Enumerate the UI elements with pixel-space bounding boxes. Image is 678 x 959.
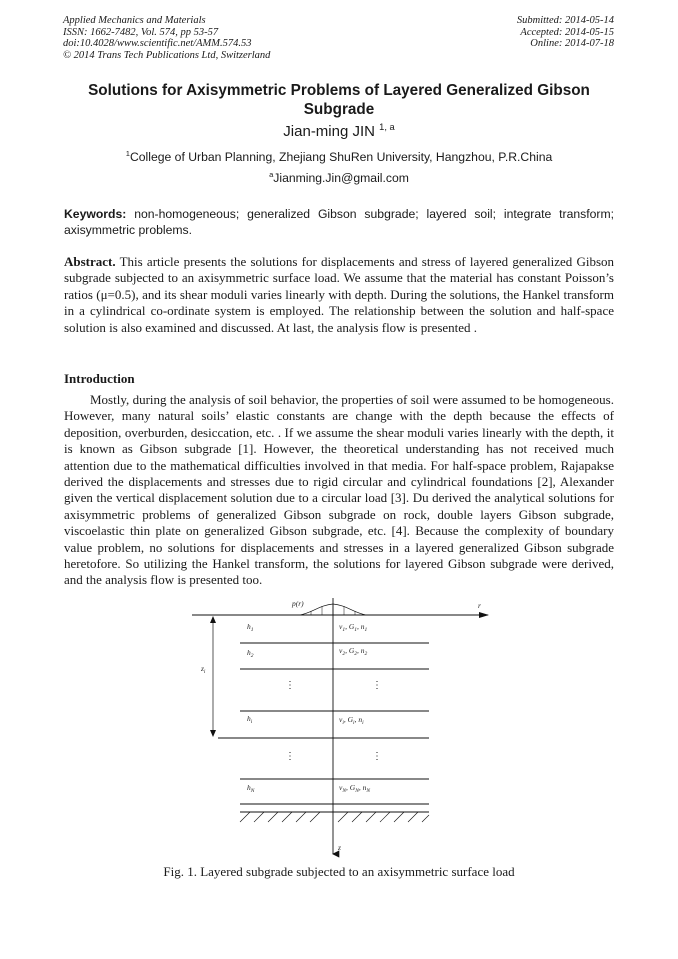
layer-thickness-2: $h_2$	[247, 648, 254, 659]
load-arrows	[311, 604, 355, 615]
affiliation-text: College of Urban Planning, Zhejiang ShuRen University, Hangzhou, P.R.China	[129, 150, 553, 164]
author	[60, 123, 618, 140]
dates-header	[517, 15, 614, 50]
journal-name: Applied Mechanics and Materials	[63, 15, 206, 26]
keywords-text: non-homogeneous; generalized Gibson subgrade; layered soil; integrate transform; axisymmetric problems.	[64, 207, 615, 237]
date-accepted: Accepted: 2014-05-15	[520, 26, 614, 38]
keywords-label: Keywords:	[64, 207, 127, 221]
layer-thickness-1: $h_1$	[247, 622, 254, 633]
date-submitted: Submitted: 2014-05-14	[516, 15, 614, 26]
base-hatching	[240, 812, 429, 822]
layered-subgrade-figure	[188, 596, 498, 864]
abstract	[64, 254, 614, 336]
layer-properties-i: $\nu_i$, $G_i$, $n_i$	[339, 715, 364, 726]
abstract-text: This article presents the solutions for displacements and stress of layered generalized Gibson subgrade subjected to an axisymmetric surface load. We assume that the material has constant Poisson’s ratios (μ=0.5), and its shear moduli varies linearly with depth. During the solutions, the Hankel transform in a cylindrical co-ordinate system is employed. The relationship between the solution and half-space solution is also examined and discussed. At last, the analysis flow is presented .	[64, 254, 614, 335]
journal-header	[63, 15, 270, 61]
layer-properties-n: $\nu_N$, $G_N$, $n_N$	[339, 783, 371, 794]
affiliation	[60, 150, 618, 164]
author-sup: 1, a	[379, 122, 395, 132]
ellipsis-right-upper: ⋮	[372, 680, 382, 691]
journal-copyright: © 2014 Trans Tech Publications Ltd, Switzerland	[63, 49, 271, 61]
keywords	[64, 206, 614, 238]
z-axis-label: z	[338, 843, 341, 852]
layer-interfaces	[218, 643, 429, 804]
layer-properties-1: $\nu_1$, $G_1$, $n_1$	[339, 622, 368, 633]
figure-caption: Fig. 1. Layered subgrade subjected to an axisymmetric surface load	[163, 864, 515, 879]
journal-issn: ISSN: 1662-7482, Vol. 574, pp 53-57	[63, 26, 219, 38]
email-address[interactable]: Jianming.Jin@gmail.com	[273, 171, 409, 185]
email	[60, 171, 618, 185]
email-sup: a	[269, 169, 274, 179]
depth-label: $z_i$	[201, 664, 206, 675]
layer-properties-2: $\nu_2$, $G_2$, $n_2$	[339, 646, 368, 657]
section-heading-introduction: Introduction	[64, 371, 135, 386]
paper-title: Solutions for Axisymmetric Problems of Layered Generalized Gibson Subgrade	[88, 82, 590, 118]
author-name: Jian-ming JIN	[283, 123, 375, 140]
abstract-label: Abstract.	[64, 254, 116, 269]
load-label: p(r)	[292, 599, 304, 608]
affiliation-sup: 1	[125, 148, 130, 158]
ellipsis-left-lower: ⋮	[285, 751, 295, 762]
ellipsis-right-lower: ⋮	[372, 751, 382, 762]
ellipsis-left-upper: ⋮	[285, 680, 295, 691]
introduction-paragraph: Mostly, during the analysis of soil behavior, the properties of soil were assumed to be homogeneous. However, many natural soils’ elastic constants are change with the depth because the effects of deposition, overburden, desiccation, etc. . If we assume the shear moduli varies linearly with the depth, it is known as Gibson subgrade [1]. However, the theoretical understanding has not received much attention due to the mathematical difficulties involved in that media. For half-space problem, Rajapakse derived the displacements and stresses due to rigid circular and cylindrical foundations [2], Alexander given the vertical displacement solution due to a circular load [3]. Du derived the analytical solutions for axisymmetric problems of generalized Gibson subgrade on rock, double layers Gibson subgrade, viscoelastic thin plate on generalized Gibson subgrade, etc. [4]. Because the complexity of boundary value problem, no solutions for displacements and stresses in a layered generalized Gibson subgrade heretofore. So utilizing the Hankel transform, the solutions for layered Gibson subgrade were derived, and the analysis flow is presented too.	[64, 392, 614, 588]
date-online: Online: 2014-07-18	[530, 38, 614, 50]
layer-thickness-i: $h_i$	[247, 714, 253, 725]
layer-thickness-n: $h_N$	[247, 783, 255, 794]
journal-doi: doi:10.4028/www.scientific.net/AMM.574.53	[63, 38, 252, 50]
r-axis-label: r	[478, 601, 481, 610]
